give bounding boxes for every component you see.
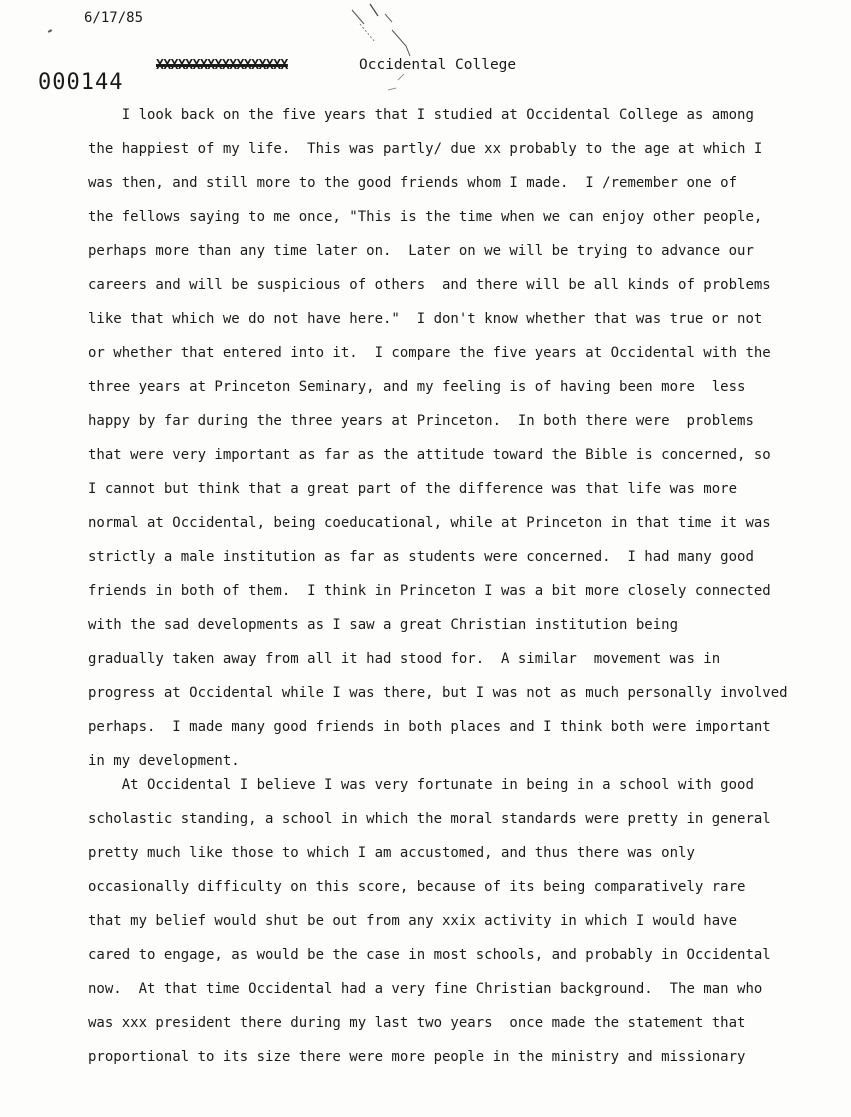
document-number: 000144 — [38, 70, 124, 95]
text-line: normal at Occidental, being coeducational, while at Princeton in that time it was — [88, 515, 771, 531]
pen-strokes-decoration — [330, 0, 430, 95]
text-line: pretty much like those to which I am accustomed, and thus there was only — [88, 845, 695, 861]
text-line: the happiest of my life. This was partly/ due xx probably to the age at which I — [88, 141, 763, 157]
text-line: now. At that time Occidental had a very fine Christian background. The man who — [88, 981, 763, 997]
text-line: I cannot but think that a great part of the difference was that life was more — [88, 481, 738, 497]
text-line: or whether that entered into it. I compare the five years at Occidental with the — [88, 345, 771, 361]
text-line: with the sad developments as I saw a great Christian institution being — [88, 617, 679, 633]
text-line: At Occidental I believe I was very fortunate in being in a school with good — [88, 777, 754, 793]
text-line: was xxx president there during my last two years once made the statement that — [88, 1015, 746, 1031]
text-line: perhaps. I made many good friends in both places and I think both were important — [88, 719, 771, 735]
text-line: progress at Occidental while I was there, but I was not as much personally involved — [88, 685, 788, 701]
text-line: scholastic standing, a school in which the moral standards were pretty in general — [88, 811, 771, 827]
text-line: that my belief would shut be out from any xxix activity in which I would have — [88, 913, 738, 929]
document-title: Occidental College — [359, 57, 517, 73]
text-line: perhaps more than any time later on. Later on we will be trying to advance our — [88, 243, 754, 259]
text-line: like that which we do not have here." I don't know whether that was true or not — [88, 311, 763, 327]
text-line: gradually taken away from all it had stood for. A similar movement was in — [88, 651, 721, 667]
text-line: friends in both of them. I think in Princeton I was a bit more closely connected — [88, 583, 771, 599]
text-line: proportional to its size there were more people in the ministry and missionary — [88, 1049, 746, 1065]
paragraph-1 — [88, 98, 828, 778]
text-line: three years at Princeton Seminary, and my feeling is of having been more less — [88, 379, 746, 395]
text-line: strictly a male institution as far as students were concerned. I had many good — [88, 549, 754, 565]
text-line: that were very important as far as the attitude toward the Bible is concerned, so — [88, 447, 771, 463]
text-line: I look back on the five years that I studied at Occidental College as among — [88, 107, 754, 123]
text-line: in my development. — [88, 753, 240, 769]
struck-out-text: XXXXXXXXXXXXXXXXXX — [156, 58, 288, 73]
document-date: 6/17/85 — [84, 10, 144, 26]
text-line: careers and will be suspicious of others and there will be all kinds of problems — [88, 277, 771, 293]
paragraph-2 — [88, 768, 828, 1074]
margin-tick-mark — [48, 29, 52, 33]
text-line: cared to engage, as would be the case in most schools, and probably in Occidental — [88, 947, 771, 963]
text-line: the fellows saying to me once, "This is the time when we can enjoy other people, — [88, 209, 763, 225]
text-line: happy by far during the three years at Princeton. In both there were problems — [88, 413, 754, 429]
text-line: was then, and still more to the good friends whom I made. I /remember one of — [88, 175, 738, 191]
text-line: occasionally difficulty on this score, because of its being comparatively rare — [88, 879, 746, 895]
